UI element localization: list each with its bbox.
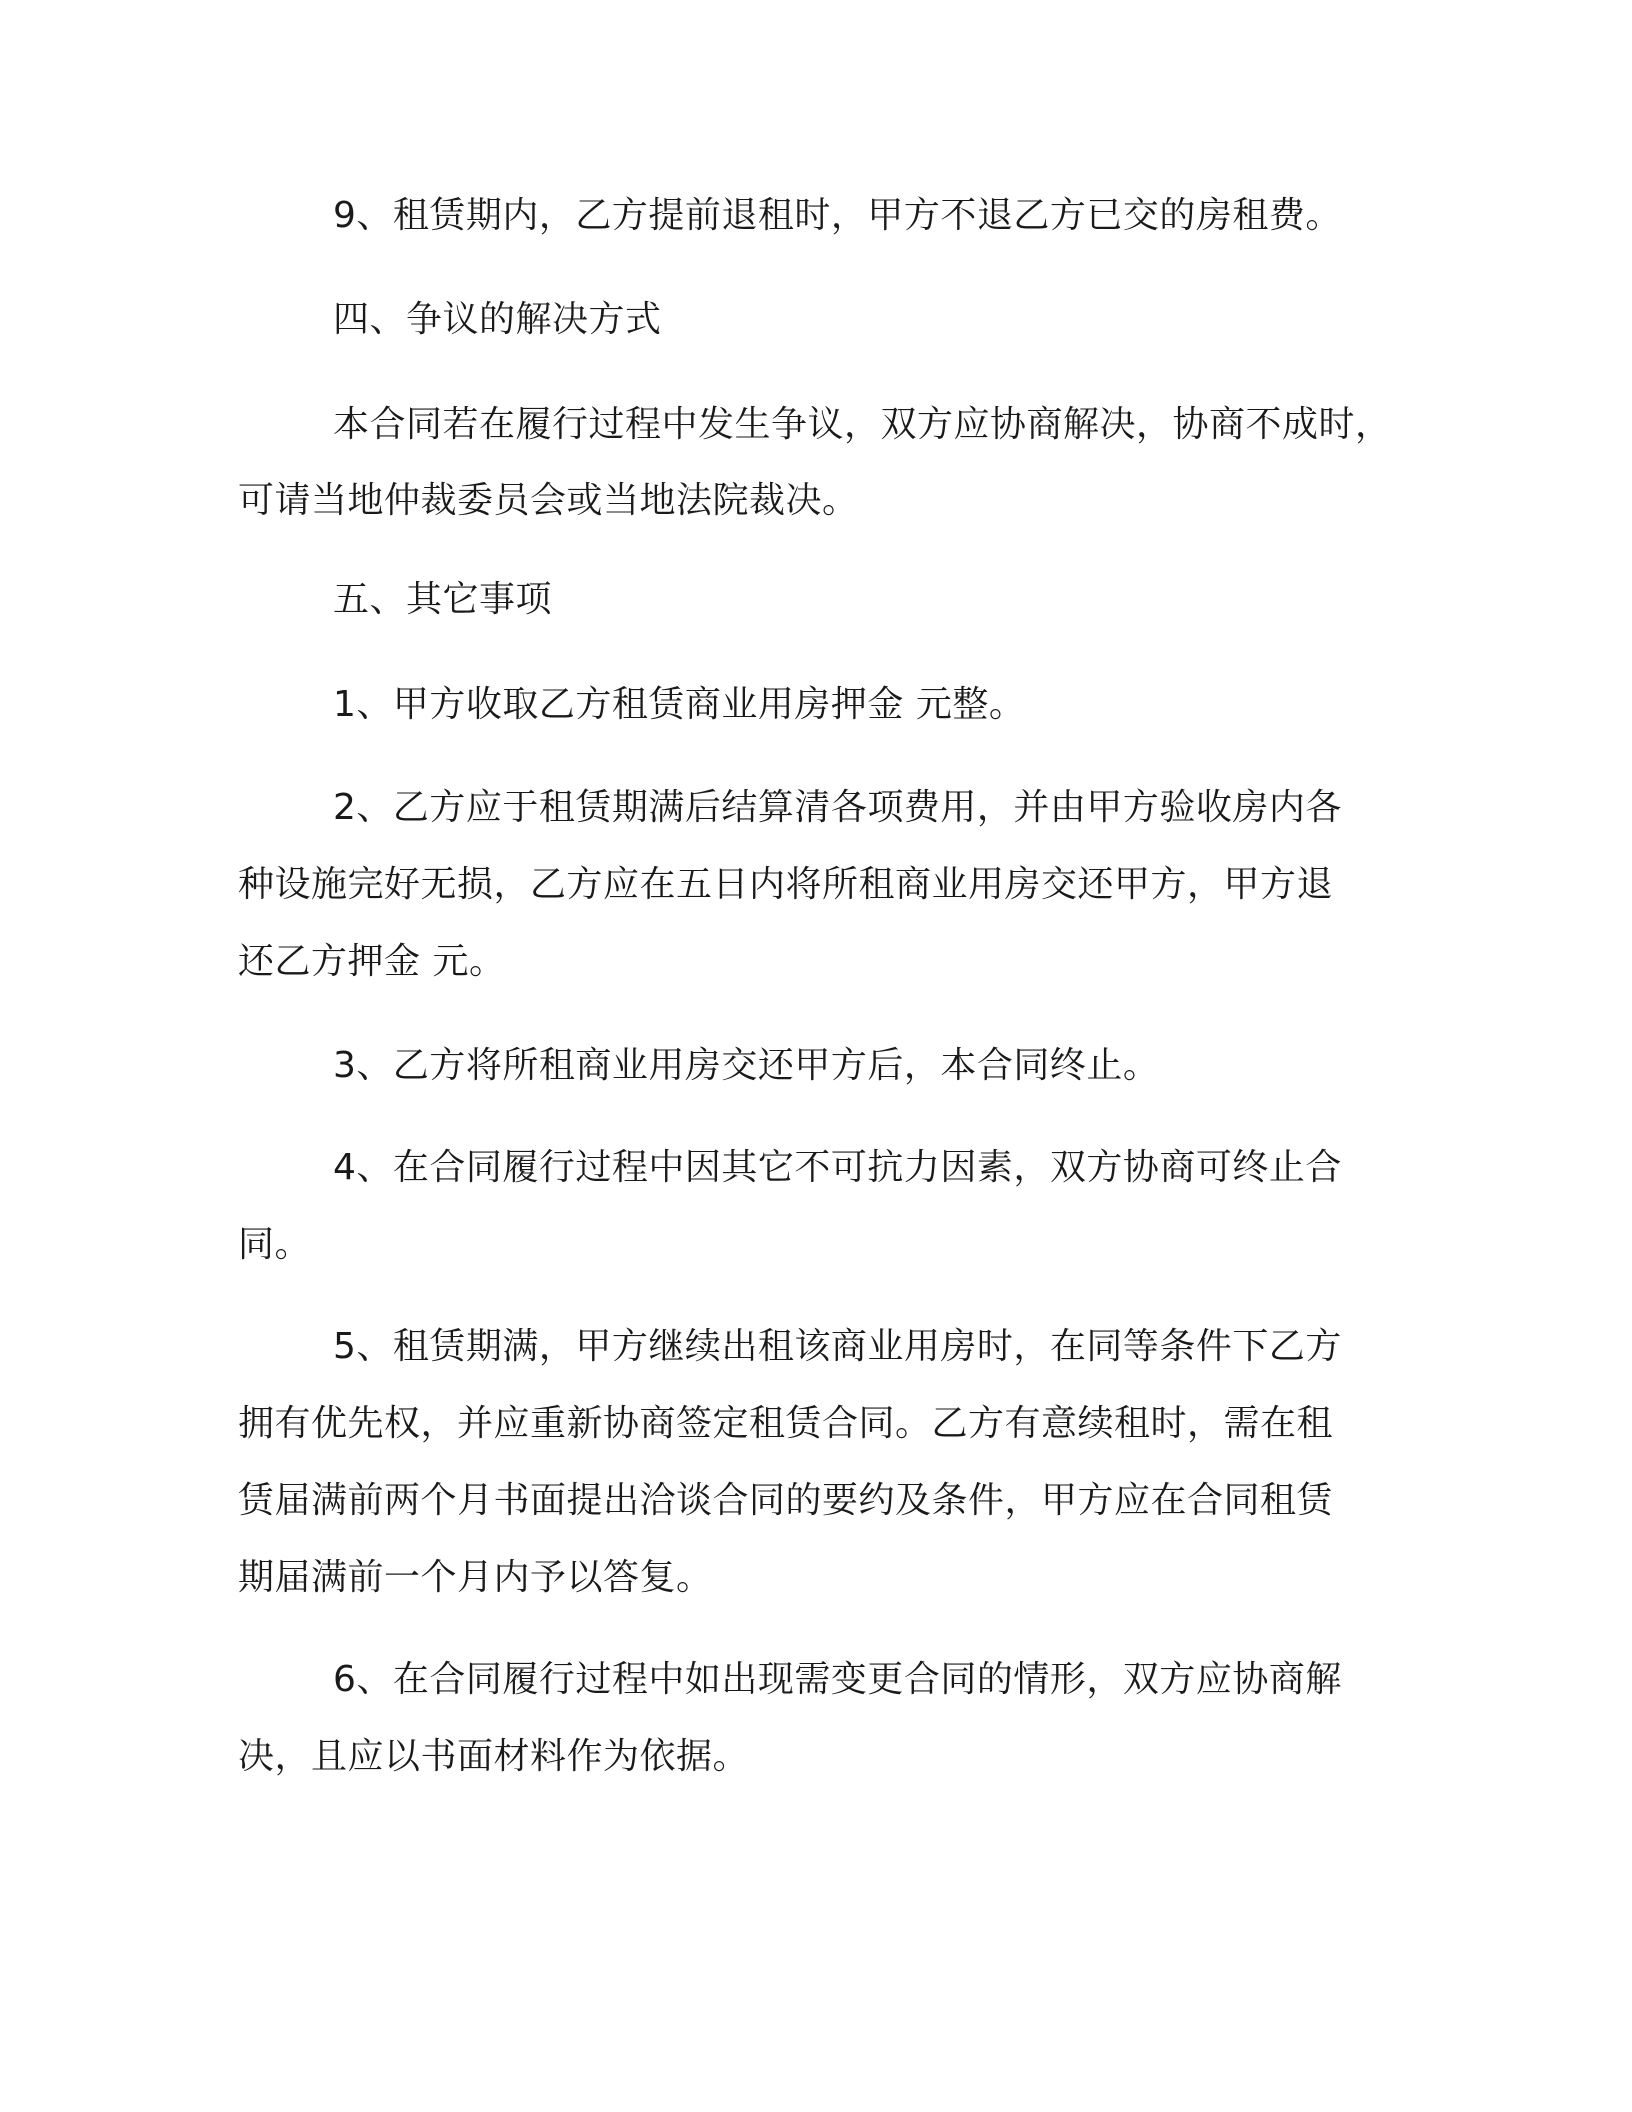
section-heading-other-matters: 五、其它事项	[333, 579, 553, 620]
dispute-paragraph-line-1: 本合同若在履行过程中发生争议，双方应协商解决，协商不成时，	[333, 404, 1392, 445]
clause-2-line-3: 还乙方押金 元。	[238, 941, 506, 982]
clause-6-line-1: 6、在合同履行过程中如出现需变更合同的情形，双方应协商解	[333, 1659, 1342, 1700]
clause-2-line-1: 2、乙方应于租赁期满后结算清各项费用，并由甲方验收房内各	[333, 787, 1342, 828]
clause-9-line: 9、租赁期内，乙方提前退租时，甲方不退乙方已交的房租费。	[333, 195, 1342, 236]
dispute-paragraph-line-2: 可请当地仲裁委员会或当地法院裁决。	[238, 480, 859, 521]
clause-4-line-1: 4、在合同履行过程中因其它不可抗力因素，双方协商可终止合	[333, 1147, 1342, 1188]
clause-5-line-2: 拥有优先权，并应重新协商签定租赁合同。乙方有意续租时，需在租	[238, 1403, 1334, 1444]
clause-6-line-2: 决，且应以书面材料作为依据。	[238, 1736, 750, 1777]
clause-5-line-4: 期届满前一个月内予以答复。	[238, 1557, 713, 1598]
clause-5-line-1: 5、租赁期满，甲方继续出租该商业用房时，在同等条件下乙方	[333, 1326, 1342, 1367]
clause-3-line: 3、乙方将所租商业用房交还甲方后，本合同终止。	[333, 1045, 1160, 1086]
clause-4-line-2: 同。	[238, 1224, 312, 1265]
clause-2-line-2: 种设施完好无损，乙方应在五日内将所租商业用房交还甲方，甲方退	[238, 864, 1334, 905]
clause-5-line-3: 赁届满前两个月书面提出洽谈合同的要约及条件，甲方应在合同租赁	[238, 1480, 1334, 1521]
clause-1-line: 1、甲方收取乙方租赁商业用房押金 元整。	[333, 684, 1026, 725]
section-heading-dispute-resolution: 四、争议的解决方式	[333, 299, 662, 340]
